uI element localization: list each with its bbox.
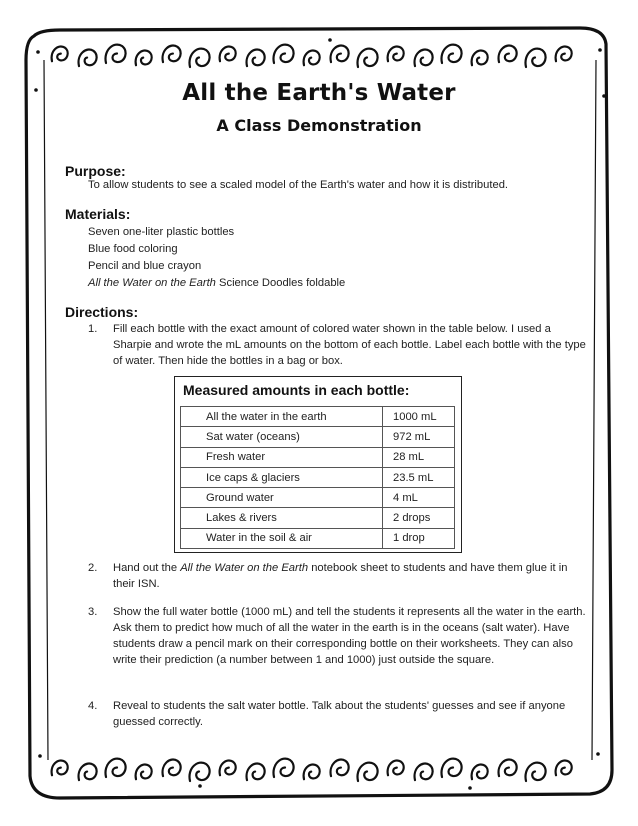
- step-number: 3.: [88, 606, 98, 618]
- swirl-ornament: [220, 760, 236, 775]
- swirl-ornament: [304, 50, 320, 65]
- doodle-dot: [468, 786, 472, 790]
- swirl-ornament: [304, 764, 320, 779]
- swirl-ornament: [163, 760, 181, 777]
- swirl-row-top: [52, 45, 572, 67]
- swirl-ornament: [441, 45, 461, 63]
- swirl-ornament: [525, 763, 545, 781]
- swirl-ornament: [357, 49, 377, 67]
- direction-step-4: [88, 698, 588, 730]
- swirl-ornament: [388, 46, 404, 61]
- swirl-ornament: [163, 46, 181, 63]
- doodle-dot: [596, 752, 600, 756]
- swirl-ornament: [499, 760, 517, 777]
- swirl-ornament: [79, 764, 97, 781]
- water-amount: 4 mL: [383, 488, 455, 508]
- direction-step-3: [88, 604, 588, 668]
- purpose-text: To allow students to see a scaled model of the Earth's water and how it is distributed.: [88, 179, 509, 191]
- table-row: [181, 508, 455, 528]
- step-text: Fill each bottle with the exact amount of colored water shown in the table below. I used a Sharpie and wrote the mL amounts on the bottom of each bottle. Label each bottle with the type of water. Then hide the bottles in a bag or box.: [113, 323, 586, 367]
- swirl-ornament: [499, 46, 517, 63]
- doodle-dot: [598, 48, 602, 52]
- water-amount: 1 drop: [383, 528, 455, 548]
- materials-item: Seven one-liter plastic bottles: [88, 226, 235, 238]
- swirl-ornament: [273, 759, 293, 777]
- table-row: [181, 427, 455, 447]
- table-row: [181, 407, 455, 427]
- swirl-ornament: [472, 50, 488, 65]
- step-text-before: Hand out the: [113, 562, 181, 574]
- water-type: Lakes & rivers: [181, 508, 383, 528]
- step-text-italic: All the Water on the Earth: [180, 562, 309, 574]
- water-amount: 28 mL: [383, 447, 455, 467]
- swirl-ornament: [52, 760, 68, 775]
- swirl-ornament: [388, 760, 404, 775]
- swirl-ornament: [441, 759, 461, 777]
- step-number: 2.: [88, 562, 98, 574]
- step-number: 1.: [88, 323, 98, 335]
- swirl-ornament: [331, 46, 349, 63]
- swirl-ornament: [415, 764, 433, 781]
- water-amount: 2 drops: [383, 508, 455, 528]
- swirl-ornament: [556, 760, 572, 775]
- swirl-ornament: [136, 764, 152, 779]
- step-text: [113, 560, 588, 592]
- swirl-ornament: [247, 764, 265, 781]
- water-amount: 23.5 mL: [383, 467, 455, 487]
- table-row: [181, 467, 455, 487]
- water-amount: 1000 mL: [383, 407, 455, 427]
- swirl-ornament: [105, 45, 125, 63]
- table-row: [181, 447, 455, 467]
- water-type: Ice caps & glaciers: [181, 467, 383, 487]
- swirl-ornament: [247, 50, 265, 67]
- water-amount: 972 mL: [383, 427, 455, 447]
- page-title: All the Earth's Water: [182, 80, 456, 106]
- swirl-ornament: [556, 46, 572, 61]
- directions-heading: Directions:: [65, 304, 139, 320]
- table-title: Measured amounts in each bottle:: [183, 382, 410, 398]
- doodle-dot: [198, 784, 202, 788]
- materials-list: [88, 224, 345, 292]
- swirl-ornament: [189, 763, 209, 781]
- doodle-dot: [38, 754, 42, 758]
- swirl-ornament: [357, 763, 377, 781]
- swirl-ornament: [525, 49, 545, 67]
- swirl-ornament: [52, 46, 68, 61]
- purpose-heading: Purpose:: [65, 163, 126, 179]
- page-subtitle: A Class Demonstration: [216, 116, 422, 135]
- doodle-dot: [328, 38, 332, 42]
- step-text: Show the full water bottle (1000 mL) and tell the students it represents all the water in the earth. Ask them to predict how much of all the water in the earth is in the oceans (salt water). Have students draw a pencil mark on their corresponding bottle on their worksheets. They can also write their prediction (a number between 1 and 1000) just outside the square.: [113, 606, 586, 666]
- materials-heading: Materials:: [65, 206, 131, 222]
- swirl-row-bottom: [52, 759, 572, 781]
- water-type: Ground water: [181, 488, 383, 508]
- materials-item: Blue food coloring: [88, 243, 178, 255]
- swirl-ornament: [331, 760, 349, 777]
- water-type: Fresh water: [181, 447, 383, 467]
- water-type: All the water in the earth: [181, 407, 383, 427]
- swirl-ornament: [105, 759, 125, 777]
- swirl-ornament: [472, 764, 488, 779]
- materials-item: Pencil and blue crayon: [88, 260, 202, 272]
- swirl-ornament: [220, 46, 236, 61]
- doodle-dot: [36, 50, 40, 54]
- swirl-ornament: [415, 50, 433, 67]
- step-text: Reveal to students the salt water bottle. Talk about the students' guesses and see if anyone guessed correctly.: [113, 700, 566, 728]
- foldable-rest: Science Doodles foldable: [215, 277, 346, 289]
- table-grid: [180, 406, 455, 549]
- water-type: Sat water (oceans): [181, 427, 383, 447]
- measured-amounts-table: [174, 376, 462, 553]
- step-number: 4.: [88, 700, 98, 712]
- swirl-ornament: [136, 50, 152, 65]
- swirl-ornament: [273, 45, 293, 63]
- swirl-ornament: [189, 49, 209, 67]
- foldable-title: All the Water on the Earth: [88, 277, 216, 289]
- swirl-ornament: [79, 50, 97, 67]
- direction-step-2: [88, 560, 588, 592]
- water-type: Water in the soil & air: [181, 528, 383, 548]
- table-row: [181, 488, 455, 508]
- direction-step-1: [88, 321, 588, 369]
- table-row: [181, 528, 455, 548]
- step-text-after: notebook sheet to students and have them glue it in their ISN.: [113, 562, 568, 590]
- materials-item-foldable: [88, 275, 345, 292]
